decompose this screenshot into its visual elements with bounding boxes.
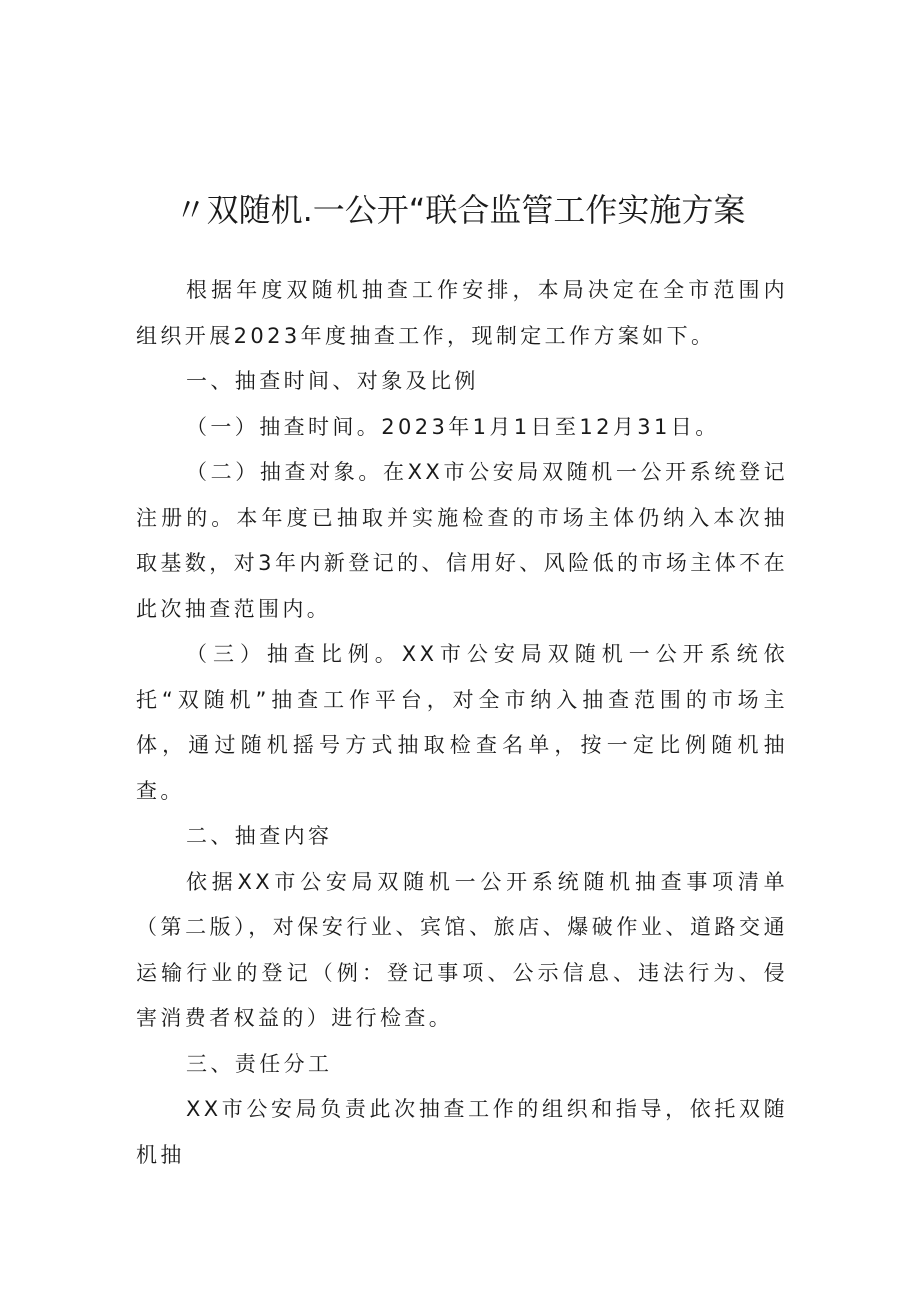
responsibility-paragraph: XX市公安局负责此次抽查工作的组织和指导，依托双随机抽 bbox=[136, 1097, 788, 1167]
document-title: 〃双随机.一公开“联合监管工作实施方案 bbox=[174, 191, 746, 229]
subsection-ratio: （三）抽查比例。XX市公安局双随机一公开系统依托“双随机”抽查工作平台，对全市纳入抽查范围的市场主体，通过随机摇号方式抽取检查名单，按一定比例随机抽查。 bbox=[136, 642, 788, 803]
document-body bbox=[136, 268, 788, 1178]
section-heading-2: 二、抽查内容 bbox=[186, 824, 333, 848]
section-heading-3: 三、责任分工 bbox=[186, 1051, 333, 1076]
section-heading-1: 一、抽查时间、对象及比例 bbox=[186, 369, 479, 393]
content-paragraph: 依据XX市公安局双随机一公开系统随机抽查事项清单（第二版），对保安行业、宾馆、旅店、爆破作业、道路交通运输行业的登记（例：登记事项、公示信息、违法行为、侵害消费者权益的）进行检查。 bbox=[136, 869, 788, 1030]
subsection-object: （二）抽查对象。在XX市公安局双随机一公开系统登记注册的。本年度已抽取并实施检查的市场主体仍纳入本次抽取基数，对3年内新登记的、信用好、风险低的市场主体不在此次抽查范围内。 bbox=[136, 460, 788, 621]
subsection-time: （一）抽查时间。2023年1月1日至12月31日。 bbox=[186, 414, 720, 439]
intro-paragraph: 根据年度双随机抽查工作安排，本局决定在全市范围内组织开展2023年度抽查工作，现制定工作方案如下。 bbox=[136, 278, 788, 348]
